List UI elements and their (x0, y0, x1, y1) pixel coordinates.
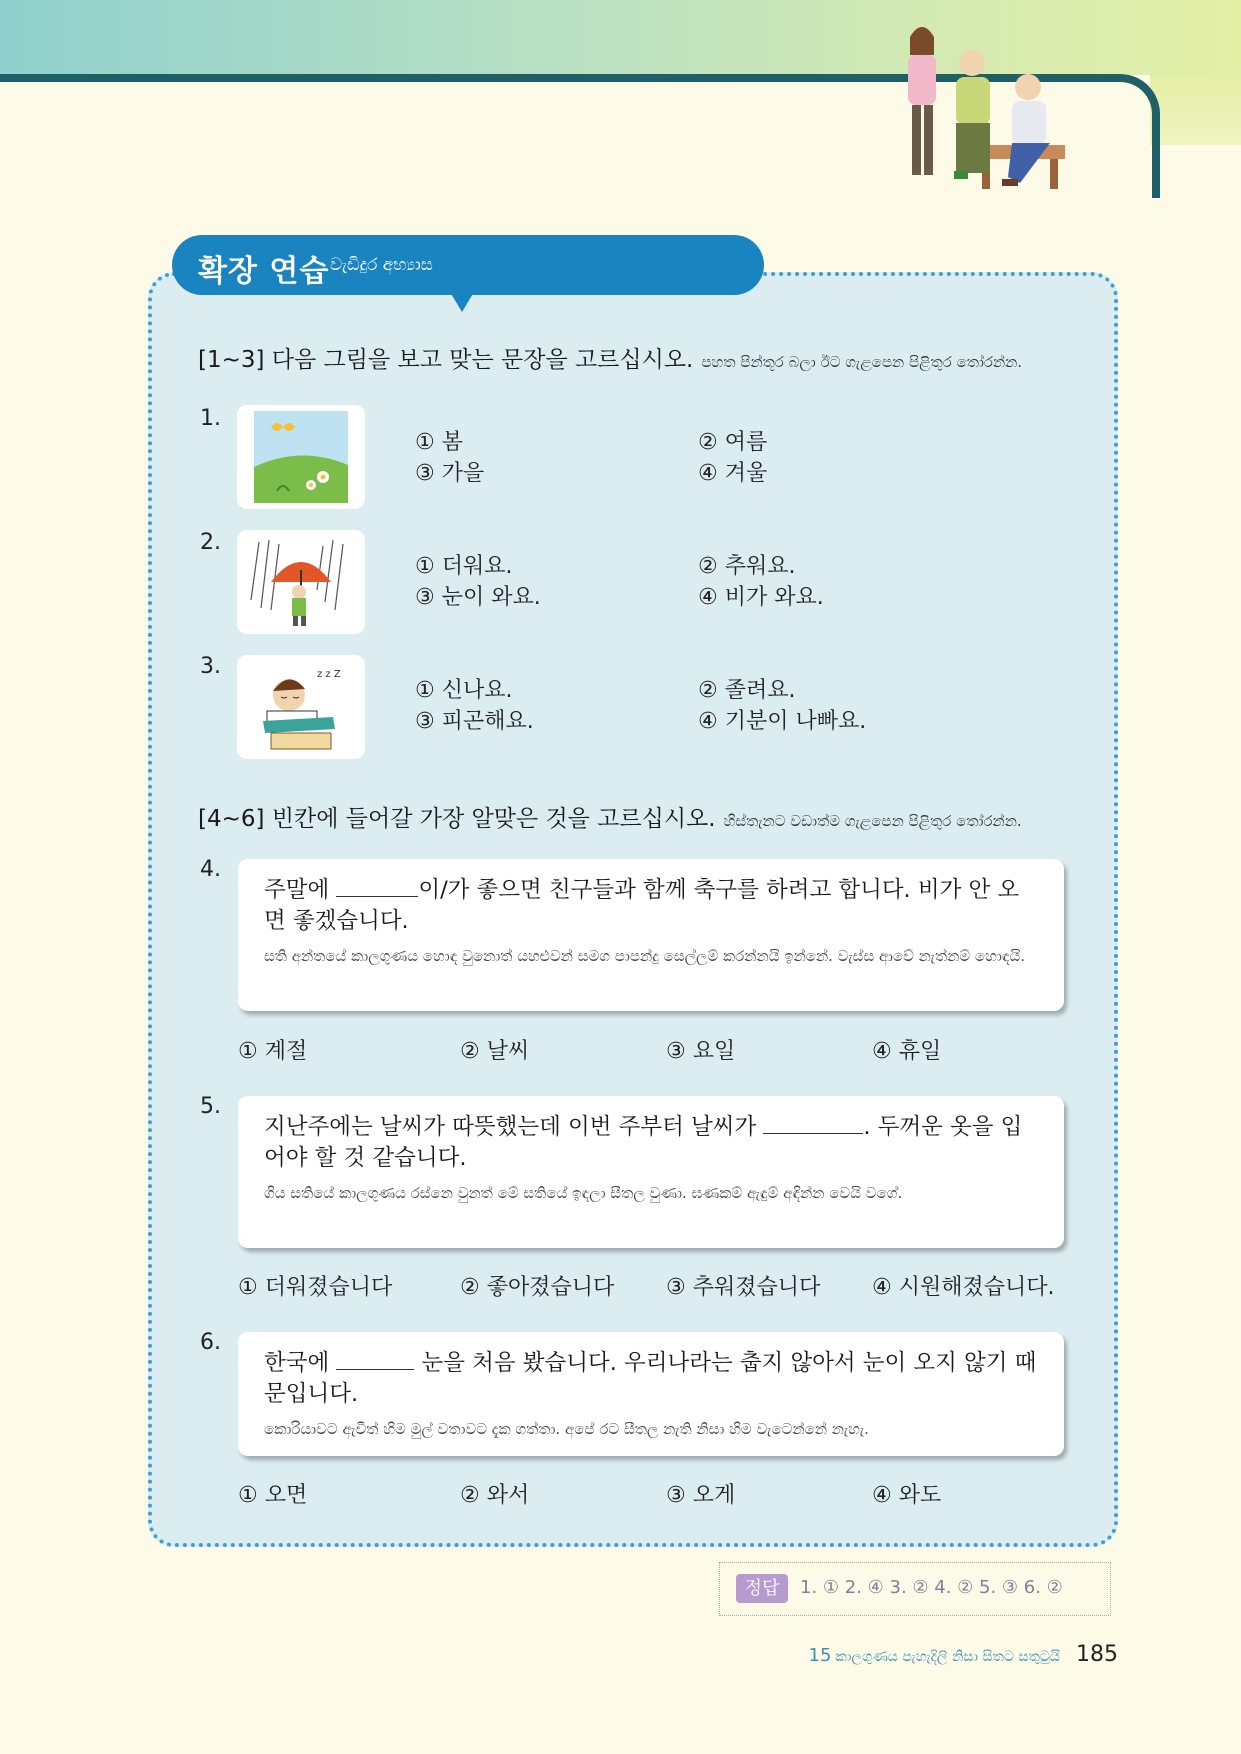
question-2-picture (237, 530, 365, 634)
section-title: 확장 연습 (198, 254, 330, 289)
question-4-box (238, 859, 1064, 1011)
lesson-title: කාලගුණය පැහැදිලි නිසා සිතට සතුටුයි (835, 1649, 1060, 1665)
question-1-picture (237, 405, 365, 509)
question-6-box (238, 1332, 1064, 1456)
section-subtitle: වැඩිදුර අභ්‍යාස (330, 255, 433, 275)
option[interactable]: ② 와서 (460, 1483, 530, 1508)
option[interactable]: ④ 기분이 나빠요. (698, 709, 867, 734)
lesson-number: 15 (808, 1645, 832, 1666)
answer-key-text: 1. ① 2. ④ 3. ② 4. ② 5. ③ 6. ② (800, 1577, 1063, 1598)
option[interactable]: ① 계절 (238, 1039, 308, 1064)
instruction-si: පහත පින්තූර බලා ඊට ගැළපෙන පිළිතුර තෝරන්න. (701, 353, 1023, 371)
option[interactable]: ① 더워요. (415, 554, 513, 579)
option[interactable]: ③ 요일 (666, 1039, 736, 1064)
question-4-translation: සති අන්තයේ කාලගුණය හොඳ වුනොත් යහළුවන් සමග පාපන්දු සෙල්ලම් කරන්නයි ඉන්නේ. වැස්ස ආවේ නැත්නම් හොඳයි. (264, 947, 1026, 965)
question-number: 3. (200, 654, 221, 679)
header-rule-curve (1075, 74, 1160, 198)
option[interactable]: ② 졸려요. (698, 678, 796, 703)
answer-blank (336, 878, 418, 897)
sleepy-image (237, 655, 365, 759)
option[interactable]: ④ 겨울 (698, 461, 768, 486)
instruction-ko: [1~3] 다음 그림을 보고 맞는 문장을 고르십시오. (198, 347, 694, 373)
option[interactable]: ① 오면 (238, 1483, 308, 1508)
question-6-sentence: 한국에 눈을 처음 봤습니다. 우리나라는 춥지 않아서 눈이 오지 않기 때문입니다. (264, 1350, 1037, 1407)
question-number: 2. (200, 530, 221, 555)
option[interactable]: ③ 눈이 와요. (415, 585, 541, 610)
instruction-4-6 (198, 800, 1022, 833)
instruction-1-3 (198, 341, 1022, 374)
question-number: 1. (200, 406, 221, 431)
instruction-si: හිස්තැනට වඩාත්ම ගැළපෙන පිළිතුර තෝරන්න. (723, 812, 1022, 830)
option[interactable]: ③ 추워졌습니다 (666, 1275, 821, 1300)
top-banner-extension (1150, 75, 1241, 145)
question-5-translation: ගිය සතියේ කාලගුණය රස්නෙ වුනත් මේ සතියේ ඉඳලා සීතල වුණා. ඝණකම් ඇඳුම් අඳින්න වෙයි වගේ. (264, 1184, 903, 1202)
option[interactable]: ④ 휴일 (872, 1039, 942, 1064)
spring-image (237, 405, 365, 509)
answer-key (719, 1562, 1111, 1616)
question-5-box (238, 1096, 1064, 1248)
question-number: 5. (200, 1094, 221, 1119)
answer-blank (336, 1351, 414, 1370)
option[interactable]: ② 추워요. (698, 554, 796, 579)
option[interactable]: ④ 시원해졌습니다. (872, 1275, 1055, 1300)
option[interactable]: ③ 피곤해요. (415, 709, 534, 734)
option[interactable]: ② 여름 (698, 430, 768, 455)
question-4-sentence: 주말에 이/가 좋으면 친구들과 함께 축구를 하려고 합니다. 비가 안 오면 좋겠습니다. (264, 877, 1020, 934)
question-number: 4. (200, 857, 221, 882)
question-number: 6. (200, 1330, 221, 1355)
question-5-sentence: 지난주에는 날씨가 따뜻했는데 이번 주부터 날씨가 . 두꺼운 옷을 입어야 할 것 같습니다. (264, 1114, 1023, 1171)
page-number: 185 (1076, 1642, 1118, 1667)
question-3-picture (237, 655, 365, 759)
svg-text:z z Z: z z Z (317, 669, 341, 680)
option[interactable]: ① 신나요. (415, 678, 513, 703)
question-6-translation: කොරියාවට ඇවිත් හිම මුල් වතාවට දැක ගත්තා. අපේ රට සීතල නැති නිසා හිම වැටෙන්නේ නැහැ. (264, 1420, 869, 1438)
rain-image (237, 530, 365, 634)
people-illustration (890, 15, 1070, 205)
option[interactable]: ④ 비가 와요. (698, 585, 824, 610)
option[interactable]: ④ 와도 (872, 1483, 942, 1508)
section-tab (172, 235, 764, 295)
tab-pointer (450, 292, 474, 312)
page-footer (809, 1642, 1118, 1667)
instruction-ko: [4~6] 빈칸에 들어갈 가장 알맞은 것을 고르십시오. (198, 806, 716, 832)
option[interactable]: ② 좋아졌습니다 (460, 1275, 615, 1300)
option[interactable]: ① 더워졌습니다 (238, 1275, 393, 1300)
option[interactable]: ③ 가을 (415, 461, 485, 486)
option[interactable]: ① 봄 (415, 430, 463, 455)
option[interactable]: ③ 오게 (666, 1483, 736, 1508)
answer-blank (763, 1115, 863, 1134)
option[interactable]: ② 날씨 (460, 1039, 530, 1064)
answer-key-label: 정답 (736, 1574, 788, 1603)
